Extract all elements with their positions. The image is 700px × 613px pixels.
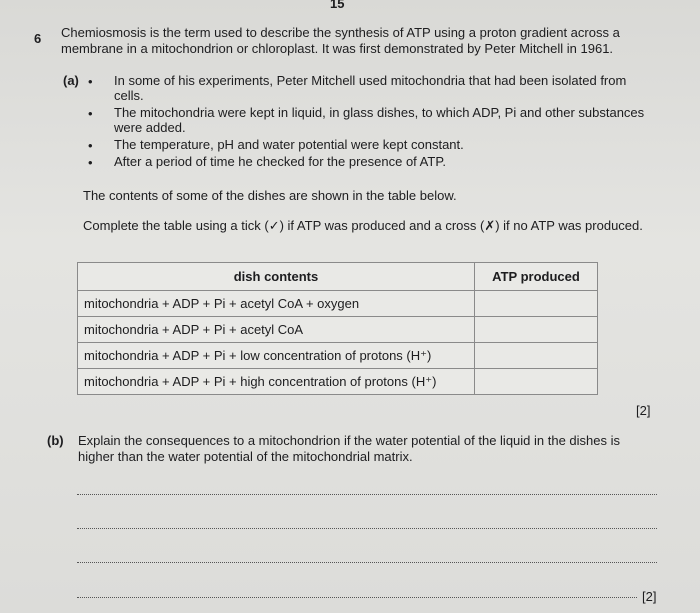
bullet-text: The mitochondria were kept in liquid, in glass dishes, to which ADP, Pi and other substances were added. [114,105,645,135]
dish-contents-cell: mitochondria + ADP + Pi + acetyl CoA [78,317,475,343]
table-intro-text: The contents of some of the dishes are shown in the table below. [83,188,457,203]
dish-contents-cell: mitochondria + ADP + Pi + low concentration of protons (H⁺) [78,343,475,369]
atp-answer-cell[interactable] [475,369,598,395]
dish-contents-cell: mitochondria + ADP + Pi + acetyl CoA + oxygen [78,291,475,317]
bullet-dot: • [88,138,93,153]
part-b-label: (b) [47,433,64,448]
part-b-marks: [2] [642,589,657,604]
table-header-row [78,263,598,291]
part-b-question: Explain the consequences to a mitochondrion if the water potential of the liquid in the dishes is higher than the water potential of the mitochondrial matrix. [78,433,621,464]
bullet-text: The temperature, pH and water potential were kept constant. [114,137,464,152]
dish-contents-cell: mitochondria + ADP + Pi + high concentration of protons (H⁺) [78,369,475,395]
atp-answer-cell[interactable] [475,343,598,369]
header-dish-contents: dish contents [78,263,475,291]
page-number: 15 [330,0,345,11]
question-intro: Chemiosmosis is the term used to describe the synthesis of ATP using a proton gradient across a membrane in a mitochondrion or chloroplast. It was first demonstrated by Peter Mitchell in 1961. [61,25,620,56]
bullet-text: After a period of time he checked for the presence of ATP. [114,154,446,169]
header-atp-produced: ATP produced [475,263,598,291]
bullet-text: In some of his experiments, Peter Mitchell used mitochondria that had been isolated from cells. [114,73,627,103]
part-a-label: (a) [63,73,79,88]
table-row [78,317,598,343]
dish-contents-table [77,262,598,395]
answer-line[interactable] [77,562,657,563]
table-row [78,291,598,317]
bullet-dot: • [88,74,93,89]
atp-answer-cell[interactable] [475,317,598,343]
answer-line[interactable] [77,528,657,529]
table-row [78,369,598,395]
question-number: 6 [34,31,42,46]
atp-answer-cell[interactable] [475,291,598,317]
part-a-marks: [2] [636,403,651,418]
bullet-dot: • [88,106,93,121]
bullet-dot: • [88,155,93,170]
table-instruction: Complete the table using a tick (✓) if ATP was produced and a cross (✗) if no ATP was produced. [83,218,643,233]
answer-line[interactable] [77,597,637,598]
answer-line[interactable] [77,494,657,495]
table-row [78,343,598,369]
